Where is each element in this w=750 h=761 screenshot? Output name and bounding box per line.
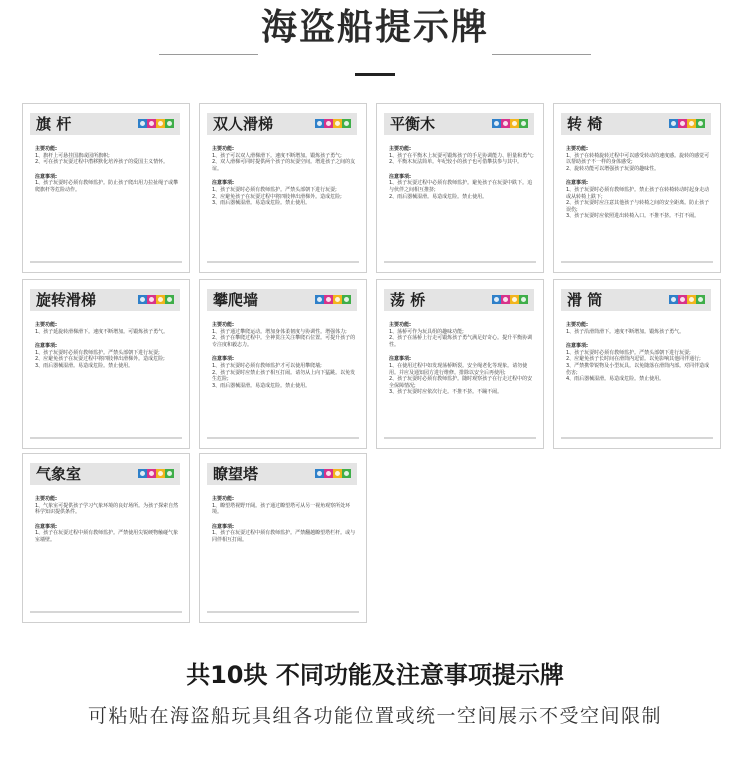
notes-heading: 注意事项: bbox=[566, 343, 588, 350]
badge-icon bbox=[324, 295, 333, 304]
card-footer-bar bbox=[207, 611, 359, 613]
badge-icon bbox=[156, 295, 165, 304]
function-line: 1、孩子可以双人滑梯滑下。速度不断增加。锻炼孩子勇气; bbox=[212, 152, 342, 159]
card-title: 转 椅 bbox=[567, 115, 603, 133]
sign-card bbox=[22, 279, 190, 449]
badge-icon bbox=[492, 295, 501, 304]
badge-icon bbox=[324, 469, 333, 478]
sign-card bbox=[199, 453, 367, 623]
function-line: 1、孩子在转椅旋转过程中可以感受转动的速度感。旋转的感觉可以帮助孩子不一样的身体感受; bbox=[566, 152, 710, 166]
card-header bbox=[207, 289, 357, 311]
card-body bbox=[35, 146, 181, 194]
badge-icon bbox=[696, 119, 705, 128]
card-title: 旗 杆 bbox=[36, 115, 72, 133]
color-badges bbox=[492, 119, 528, 128]
note-line: 1、孩子玩耍时必须有教师监护才可以使用攀爬墙; bbox=[212, 362, 322, 369]
badge-icon bbox=[696, 295, 705, 304]
note-line: 1、孩子玩耍时必须有教师监护。严禁头部朝下进行玩耍; bbox=[212, 186, 337, 193]
badge-icon bbox=[147, 295, 156, 304]
card-header bbox=[207, 463, 357, 485]
card-body bbox=[212, 322, 358, 389]
function-line: 2、平衡木玩法简单。年纪较小的孩子也可借攀扶参与其中。 bbox=[389, 159, 523, 166]
sign-card bbox=[376, 103, 544, 273]
note-line: 2、应避免孩子长时间在滑筒内逗留。以免影响其他同伴通行; bbox=[566, 356, 701, 363]
note-line: 2、孩子玩耍时应注意其他孩子与转椅之间的安全距离。防止孩子误伤; bbox=[566, 200, 710, 213]
function-line: 1、瞭望塔视野开阔。孩子通过瞭望塔可从另一视角观察所处环境。 bbox=[212, 502, 351, 516]
notes-heading: 注意事项: bbox=[212, 180, 234, 187]
notes-heading: 注意事项: bbox=[212, 523, 234, 530]
function-line: 1、气象室可提供孩子学习气象环境的良好场所。为孩子探索自然科学知识提供条件。 bbox=[35, 502, 179, 516]
note-line: 1、孩子玩耍过程中必须有教师监护。避免孩子在玩耍中跌下。追与伙伴之间相互推挤; bbox=[389, 180, 533, 193]
card-footer-bar bbox=[30, 437, 182, 439]
card-title: 气象室 bbox=[36, 465, 82, 483]
card-header bbox=[207, 113, 357, 135]
badge-icon bbox=[492, 119, 501, 128]
note-line: 2、孩子玩耍时必须有教师监护。随时观察孩子在行走过程中的安全保障情况; bbox=[389, 376, 533, 389]
badge-icon bbox=[678, 119, 687, 128]
badge-icon bbox=[315, 295, 324, 304]
card-footer-bar bbox=[207, 261, 359, 263]
color-badges bbox=[669, 119, 705, 128]
badge-icon bbox=[138, 295, 147, 304]
card-title: 平衡木 bbox=[390, 115, 436, 133]
color-badges bbox=[315, 119, 351, 128]
function-heading: 主要功能: bbox=[389, 322, 411, 328]
function-line: 2、孩子在荡桥上行走可锻炼孩子勇气满足好奇心。提升平衡协调性。 bbox=[389, 335, 533, 348]
function-heading: 主要功能: bbox=[566, 146, 588, 152]
card-header bbox=[30, 113, 180, 135]
card-header bbox=[30, 463, 180, 485]
card-header bbox=[561, 289, 711, 311]
badge-icon bbox=[165, 295, 174, 304]
function-heading: 主要功能: bbox=[35, 146, 57, 152]
color-badges bbox=[315, 295, 351, 304]
function-heading: 主要功能: bbox=[212, 146, 234, 152]
sign-card bbox=[199, 103, 367, 273]
title-divider-left bbox=[159, 54, 258, 55]
note-line: 3、孩子玩耍时应依照进出转椅入口。不推不挤。不打不闹。 bbox=[566, 213, 700, 220]
function-line: 2、旋转功能可以增强孩子玩耍的趣味性。 bbox=[566, 165, 660, 172]
badge-icon bbox=[687, 295, 696, 304]
color-badges bbox=[492, 295, 528, 304]
sign-card bbox=[22, 453, 190, 623]
badge-icon bbox=[519, 119, 528, 128]
notes-heading: 注意事项: bbox=[566, 180, 588, 187]
badge-icon bbox=[315, 469, 324, 478]
badge-icon bbox=[324, 119, 333, 128]
note-line: 3、雨后器械湿滑。易造成危险。禁止使用。 bbox=[212, 382, 311, 389]
badge-icon bbox=[156, 469, 165, 478]
badge-icon bbox=[342, 119, 351, 128]
note-line: 1、孩子玩耍时必须有教师监护。防止孩子爬出用力拉扯绳子或攀爬旗杆等危险动作。 bbox=[35, 180, 179, 193]
color-badges bbox=[138, 119, 174, 128]
sign-card bbox=[553, 279, 721, 449]
page-title: 海盗船提示牌 bbox=[260, 7, 489, 48]
note-line: 3、雨后器械湿滑。易造成危险。禁止使用。 bbox=[212, 200, 311, 207]
badge-icon bbox=[156, 119, 165, 128]
badge-icon bbox=[510, 119, 519, 128]
note-line: 3、孩子玩耍时应依次行走。不推不挤。不蹦不闹。 bbox=[389, 389, 503, 396]
note-line: 1、孩子玩耍时必须有教师监护。严禁头部朝下进行玩耍; bbox=[35, 349, 160, 356]
function-line: 1、孩子在平衡木上玩耍可锻炼孩子的手足协调能力、胆量和勇气; bbox=[389, 152, 534, 159]
card-title: 荡 桥 bbox=[390, 291, 426, 309]
title-underline-dash bbox=[355, 73, 395, 76]
notes-heading: 注意事项: bbox=[389, 173, 411, 180]
badge-icon bbox=[138, 119, 147, 128]
note-line: 4、雨后器械湿滑。易造成危险。禁止使用。 bbox=[566, 376, 665, 383]
function-line: 2、孩子在攀爬过程中。全神贯注关注攀爬石位置。可提升孩子的专注度和毅志力。 bbox=[212, 335, 356, 348]
card-header bbox=[561, 113, 711, 135]
badge-icon bbox=[165, 469, 174, 478]
summary-subtitle: 可粘贴在海盗船玩具组各功能位置或统一空间展示不受空间限制 bbox=[87, 705, 662, 727]
card-body bbox=[212, 496, 358, 544]
sign-card bbox=[553, 103, 721, 273]
card-header bbox=[30, 289, 180, 311]
function-heading: 主要功能: bbox=[35, 322, 57, 328]
badge-icon bbox=[138, 469, 147, 478]
function-heading: 主要功能: bbox=[389, 146, 411, 152]
note-line: 2、应避免孩子在玩耍过程中将四肢伸出滑梯外。造成危险; bbox=[212, 193, 342, 200]
color-badges bbox=[315, 469, 351, 478]
function-line: 2、双人滑梯可同时提供两个孩子的玩耍空间。增进孩子之间的友谊。 bbox=[212, 159, 356, 172]
sign-card bbox=[376, 279, 544, 449]
card-footer-bar bbox=[30, 261, 182, 263]
card-header bbox=[384, 289, 534, 311]
badge-icon bbox=[501, 295, 510, 304]
card-body bbox=[212, 146, 358, 207]
note-line: 1、孩子玩耍时必须有教师监护。严禁头部朝下进行玩耍; bbox=[566, 349, 691, 356]
function-line: 1、孩子沿滑筒滑下。速度不断增加。锻炼孩子勇气。 bbox=[566, 328, 685, 335]
color-badges bbox=[138, 295, 174, 304]
card-title: 双人滑梯 bbox=[213, 115, 274, 133]
function-line: 2、可在孩子玩耍过程中潜移默化培养孩子的爱国主义情怀。 bbox=[35, 159, 169, 166]
badge-icon bbox=[342, 469, 351, 478]
badge-icon bbox=[510, 295, 519, 304]
function-line: 1、孩子通过攀爬运动。增加身体柔韧度与协调性。增强体力; bbox=[212, 328, 347, 335]
card-header bbox=[384, 113, 534, 135]
card-body bbox=[35, 496, 181, 544]
badge-icon bbox=[165, 119, 174, 128]
card-title: 瞭望塔 bbox=[213, 465, 259, 483]
notes-heading: 注意事项: bbox=[212, 356, 234, 363]
function-line: 1、孩子延旋转滑梯滑下。速度不断增加。可锻炼孩子勇气。 bbox=[35, 328, 169, 335]
color-badges bbox=[138, 469, 174, 478]
card-body bbox=[35, 322, 181, 370]
card-footer-bar bbox=[561, 437, 713, 439]
card-footer-bar bbox=[384, 437, 536, 439]
card-body bbox=[389, 146, 535, 200]
badge-icon bbox=[687, 119, 696, 128]
function-line: 1、旗杆上可悬挂国旗或园所旗帜; bbox=[35, 152, 110, 159]
note-line: 1、孩子玩耍时必须有教师监护。禁止孩子在转椅转动时起身走动或从转椅上跌下; bbox=[566, 186, 710, 200]
title-divider-right bbox=[492, 54, 591, 55]
badge-icon bbox=[342, 295, 351, 304]
card-title: 攀爬墙 bbox=[213, 291, 259, 309]
sign-card bbox=[22, 103, 190, 273]
color-badges bbox=[669, 295, 705, 304]
notes-heading: 注意事项: bbox=[389, 356, 411, 363]
badge-icon bbox=[315, 119, 324, 128]
notes-heading: 注意事项: bbox=[35, 343, 57, 350]
badge-icon bbox=[333, 295, 342, 304]
summary-heading: 共10块 不同功能及注意事项提示牌 bbox=[186, 661, 564, 689]
card-footer-bar bbox=[207, 437, 359, 439]
badge-icon bbox=[147, 119, 156, 128]
badge-icon bbox=[519, 295, 528, 304]
sign-card bbox=[199, 279, 367, 449]
function-line: 1、荡桥可作为玩具组的趣味功能; bbox=[389, 328, 464, 335]
card-body bbox=[389, 322, 535, 396]
note-line: 1、在使用过程中如发现荡桥断裂。安全绳老化等现象。请勿使用。并应及通知园方进行维修。排除以安全后再使用; bbox=[389, 362, 528, 376]
note-line: 2、孩子玩耍时应禁止孩子相互打闹。请勿从上向下猛跳。以免发生危险; bbox=[212, 369, 356, 383]
badge-icon bbox=[669, 119, 678, 128]
note-line: 2、雨后器械湿滑。易造成危险。禁止使用。 bbox=[389, 193, 488, 200]
badge-icon bbox=[669, 295, 678, 304]
function-heading: 主要功能: bbox=[566, 322, 588, 328]
card-footer-bar bbox=[30, 611, 182, 613]
note-line: 3、雨后器械湿滑。易造成危险。禁止使用。 bbox=[35, 362, 134, 369]
notes-heading: 注意事项: bbox=[35, 173, 57, 180]
card-footer-bar bbox=[561, 261, 713, 263]
badge-icon bbox=[147, 469, 156, 478]
card-title: 旋转滑梯 bbox=[36, 291, 97, 309]
card-title: 滑 筒 bbox=[567, 291, 603, 309]
note-line: 3、严禁携带锐物及小型玩具。以免随落在滑筒内部。对同伴造成伤害; bbox=[566, 362, 710, 376]
badge-icon bbox=[501, 119, 510, 128]
note-line: 1、孩子在玩耍过程中须有教师监护。严禁翻越瞭望塔栏杆。或与同伴相互打闹。 bbox=[212, 530, 356, 543]
badge-icon bbox=[333, 119, 342, 128]
note-line: 1、孩子在玩耍过程中须有教师监护。严禁使用尖锐硬物触碰气象室墙壁。 bbox=[35, 530, 179, 543]
card-body bbox=[566, 322, 712, 383]
card-footer-bar bbox=[384, 261, 536, 263]
badge-icon bbox=[333, 469, 342, 478]
notes-heading: 注意事项: bbox=[35, 523, 57, 530]
function-heading: 主要功能: bbox=[35, 496, 57, 502]
card-body bbox=[566, 146, 712, 220]
function-heading: 主要功能: bbox=[212, 496, 234, 502]
badge-icon bbox=[678, 295, 687, 304]
note-line: 2、应避免孩子在玩耍过程中将四肢伸出滑梯外。造成危险; bbox=[35, 356, 165, 363]
function-heading: 主要功能: bbox=[212, 322, 234, 328]
